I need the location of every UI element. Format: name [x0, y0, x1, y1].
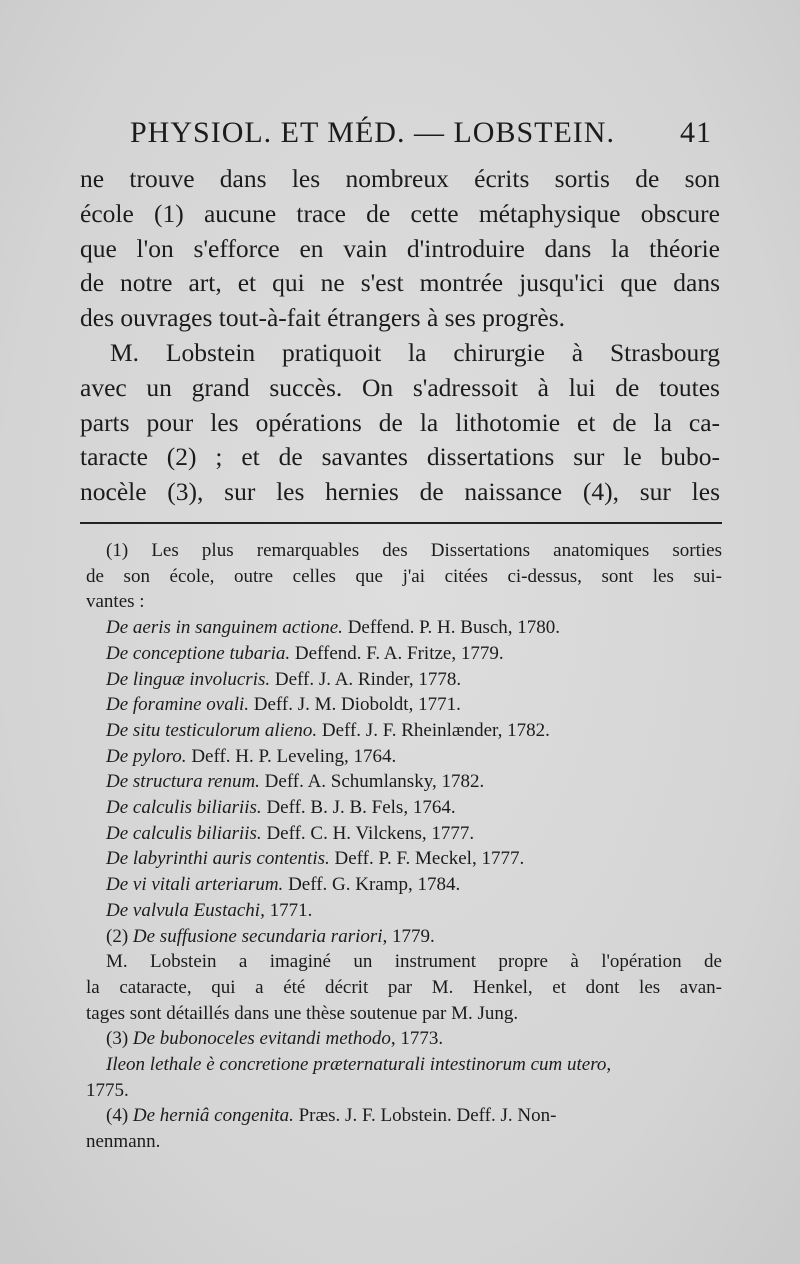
dissertation-entry: [86, 744, 722, 770]
footnote-marker: (4): [106, 1105, 133, 1127]
body-line: ne trouve dans les nombreux écrits sortis de son: [80, 164, 720, 193]
dissertation-author: Deff. H. P. Leveling, 1764.: [186, 745, 397, 767]
dissertation-entry: [86, 641, 722, 667]
body-line: parts pour les opérations de la lithotomie et de la ca-: [80, 407, 720, 437]
dissertation-title: De herniâ congenita.: [132, 1105, 294, 1127]
dissertation-year: , 1773.: [390, 1028, 444, 1050]
footnote-marker: (3): [106, 1028, 133, 1050]
body-line: nocèle (3), sur les hernies de naissance (4), sur les: [80, 477, 720, 507]
dissertation-title: De suffusione secundaria rariori: [132, 925, 383, 947]
dissertation-title: De vi vitali arteriarum.: [106, 874, 284, 896]
dissertation-entry: [86, 692, 722, 718]
footnote-3-year: 1775.: [86, 1079, 129, 1101]
footnote-1-line: vantes :: [86, 591, 145, 613]
dissertation-title: De structura renum.: [106, 771, 260, 793]
dissertation-entry: [86, 667, 722, 693]
dissertation-title: De linguæ involucris.: [106, 668, 271, 690]
dissertation-author: Deff. A. Schumlansky, 1782.: [259, 771, 485, 793]
footnote-marker: (2): [106, 925, 133, 947]
dissertation-author: Deff. B. J. B. Fels, 1764.: [261, 797, 456, 819]
dissertation-title: De calculis biliariis.: [106, 797, 262, 819]
running-header: [130, 116, 720, 158]
dissertation-title: De situ testiculorum alieno.: [106, 719, 318, 741]
dissertation-title: De foramine ovali.: [106, 694, 250, 716]
dissertation-entry: [86, 718, 722, 744]
dissertation-author: Deffend. F. A. Fritze, 1779.: [290, 642, 504, 664]
dissertation-author: Præs. J. F. Lobstein. Deff. J. Non-: [293, 1105, 557, 1127]
dissertation-entry: [86, 795, 722, 821]
dissertation-title: De valvula Eustachi,: [106, 899, 265, 921]
dissertation-author: Deff. J. F. Rheinlænder, 1782.: [317, 719, 550, 741]
dissertation-author: 1771.: [264, 899, 313, 921]
footnotes: [86, 538, 722, 1155]
dissertation-author: Deff. G. Kramp, 1784.: [283, 874, 461, 896]
body-text: [80, 162, 720, 510]
dissertation-entry: [86, 872, 722, 898]
footnote-4-heading: [86, 1103, 722, 1129]
footnote-3-heading: [86, 1026, 722, 1052]
body-line: des ouvrages tout-à-fait étrangers à ses progrès.: [80, 303, 566, 333]
dissertation-title: De bubonoceles evitandi methodo: [132, 1028, 391, 1050]
footnote-2-line: la cataracte, qui a été décrit par M. Henkel, et dont les avan-: [86, 976, 722, 998]
body-line: avec un grand succès. On s'adressoit à lui de toutes: [80, 372, 720, 402]
dissertation-year: , 1779.: [382, 925, 435, 947]
dissertation-author: Deff. J. A. Rinder, 1778.: [270, 668, 462, 690]
body-line: taracte (2) ; et de savantes dissertations sur le bubo-: [80, 442, 720, 472]
dissertation-entry: [86, 769, 722, 795]
dissertation-title: De pyloro.: [106, 745, 187, 767]
body-line: de notre art, et qui ne s'est montrée jusqu'ici que dans: [80, 268, 720, 298]
dissertation-author: Deff. C. H. Vilckens, 1777.: [261, 822, 475, 844]
footnote-3-line: [86, 1052, 722, 1078]
footnote-1-line: de son école, outre celles que j'ai citées ci-dessus, sont les sui-: [86, 565, 722, 587]
footnote-2-heading: [86, 924, 722, 950]
dissertation-title: De aeris in sanguinem actione.: [106, 617, 343, 639]
footnote-divider: [80, 522, 722, 524]
page-number: 41: [680, 116, 712, 149]
body-line: école (1) aucune trace de cette métaphysique obscure: [80, 198, 720, 228]
dissertation-entry: [86, 846, 722, 872]
body-line: M. Lobstein pratiquoit la chirurgie à Strasbourg: [110, 337, 720, 367]
footnote-2-line: M. Lobstein a imaginé un instrument propre à l'opération de: [106, 951, 722, 973]
dissertation-entry: [86, 898, 722, 924]
dissertation-title: De conceptione tubaria.: [106, 642, 291, 664]
dissertation-entry: [86, 615, 722, 641]
dissertation-entry: [86, 821, 722, 847]
running-title: PHYSIOL. ET MÉD. — LOBSTEIN.: [130, 116, 615, 149]
footnote-2-line: tages sont détaillés dans une thèse soutenue par M. Jung.: [86, 1002, 519, 1024]
dissertation-author: Deffend. P. H. Busch, 1780.: [342, 617, 561, 639]
footnote-4-line: nenmann.: [86, 1131, 161, 1153]
dissertation-author: Deff. J. M. Dioboldt, 1771.: [249, 694, 461, 716]
dissertation-title: De calculis biliariis.: [106, 822, 262, 844]
dissertation-author: Deff. P. F. Meckel, 1777.: [329, 848, 525, 870]
dissertation-title: De labyrinthi auris contentis.: [106, 848, 330, 870]
dissertation-title: Ileon lethale è concretione præternaturali intestinorum cum utero: [106, 1054, 607, 1076]
body-line: que l'on s'efforce en vain d'introduire dans la théorie: [80, 233, 720, 263]
punctuation: ,: [606, 1054, 612, 1076]
footnote-1-line: (1) Les plus remarquables des Dissertations anatomiques sorties: [106, 540, 722, 561]
